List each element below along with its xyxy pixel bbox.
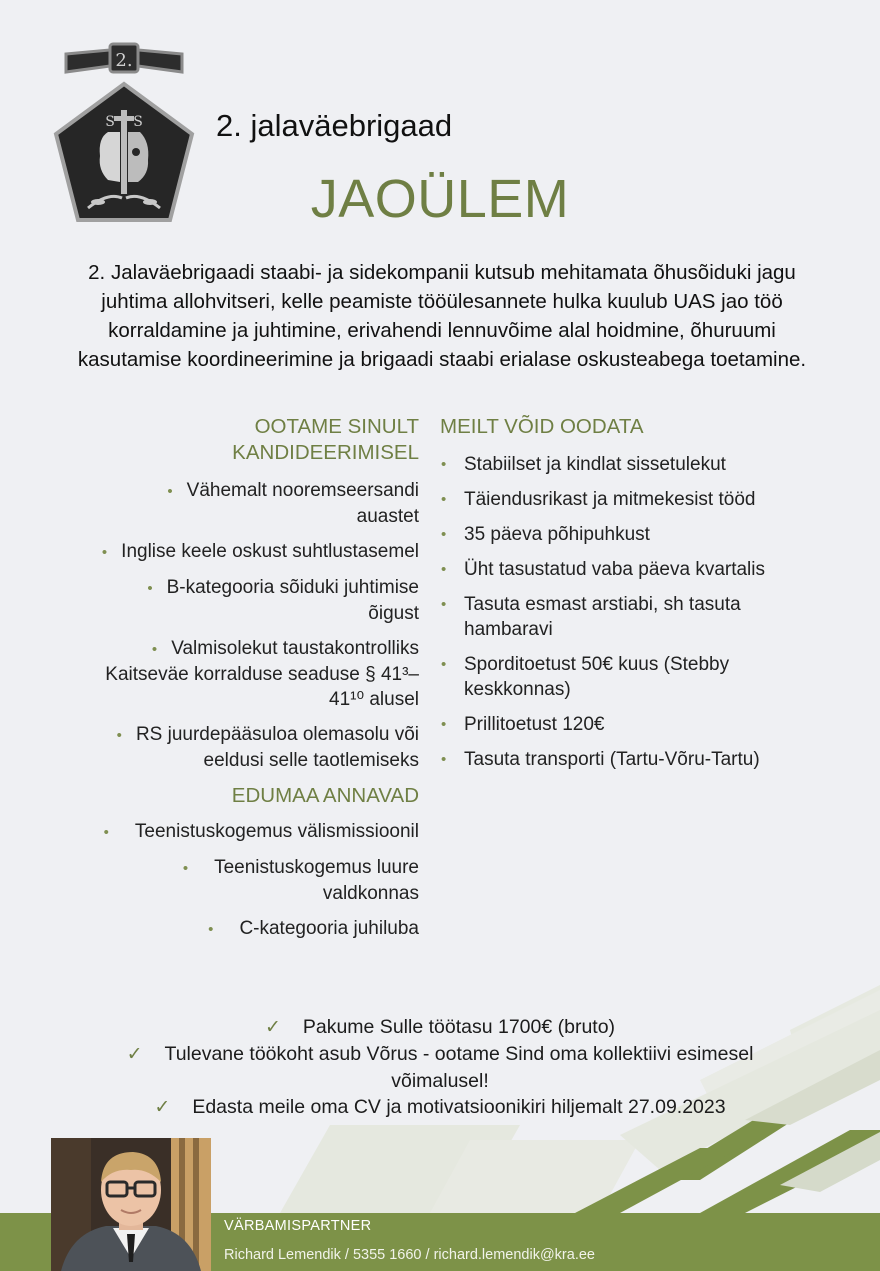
list-item: • Tasuta transporti (Tartu-Võru-Tartu): [441, 749, 760, 770]
emblem-number: 2.: [115, 50, 133, 71]
list-item: • Prillitoetust 120€: [441, 714, 605, 735]
list-item: • Stabiilset ja kindlat sissetulekut: [441, 454, 726, 475]
bullet-icon: •: [151, 641, 158, 658]
bullet-icon: •: [182, 860, 189, 877]
highlight-item: ✓ Edasta meile oma CV ja motivatsioonikiri hiljemalt 27.09.2023: [154, 1096, 726, 1118]
bullet-icon: •: [441, 716, 447, 733]
bullet-icon: •: [441, 491, 447, 508]
bullet-icon: •: [441, 656, 447, 673]
list-item: • RS juurdepääsuloa olemasolu või eeldusi selle taotlemiseks: [116, 724, 419, 771]
list-item: • Teenistuskogemus luure valdkonnas: [182, 857, 419, 904]
bullet-icon: •: [441, 596, 447, 613]
offer-column: [440, 414, 770, 782]
check-icon: ✓: [264, 1017, 281, 1038]
list-item: • Inglise keele oskust suhtlustasemel: [101, 541, 419, 562]
list-item: • C-kategooria juhiluba: [208, 918, 419, 939]
intro-text: 2. Jalaväebrigaadi staabi- ja sidekompanii kutsub mehitamata õhusõiduki jagu juhtima allohvitseri, kelle peamiste tööülesannete hulka kuulub UAS jao töö korraldamine ja juhtimine, erivahendi lennuvõime alal hoidmine, õhuruumi kasutamise koordineerimine ja brigaadi staabi erialase oskusteabega toetamine.: [77, 261, 807, 371]
bullet-icon: •: [441, 751, 447, 768]
svg-text:S: S: [105, 114, 115, 130]
highlight-item: ✓ Pakume Sulle töötasu 1700€ (bruto): [264, 1016, 616, 1038]
bullet-icon: •: [116, 727, 122, 744]
list-item: • B-kategooria sõiduki juhtimise õigust: [147, 577, 419, 624]
list-item: • Sporditoetust 50€ kuus (Stebby keskkonnas): [441, 654, 730, 700]
list-item: • Teenistuskogemus välismissioonil: [103, 821, 419, 842]
job-title: JAOÜLEM: [310, 169, 570, 229]
contact-details: Richard Lemendik / 5355 1660 / richard.lemendik@kra.ee: [224, 1247, 595, 1263]
list-item: • Valmisolekut taustakontrolliks Kaitseväe korralduse seaduse § 41³–41¹⁰ alusel: [105, 638, 419, 710]
list-item: • 35 päeva põhipuhkust: [441, 524, 650, 545]
bullet-icon: •: [101, 544, 108, 561]
requirements-heading: OOTAME SINULT KANDIDEERIMISEL: [232, 415, 419, 464]
bullet-icon: •: [441, 526, 447, 543]
offer-heading: MEILT VÕID OODATA: [440, 415, 644, 438]
bullet-icon: •: [441, 456, 447, 473]
bullet-icon: •: [208, 921, 214, 938]
bullet-icon: •: [167, 483, 173, 500]
bullet-icon: •: [147, 580, 153, 597]
list-item: • Täiendusrikast ja mitmekesist tööd: [441, 489, 756, 510]
check-icon: ✓: [154, 1097, 171, 1118]
advantages-list: [100, 819, 419, 942]
svg-text:S: S: [133, 114, 143, 130]
requirements-column: [100, 414, 419, 952]
contact-label: VÄRBAMISPARTNER: [224, 1218, 372, 1234]
advantages-heading: EDUMAA ANNAVAD: [231, 784, 419, 807]
bullet-icon: •: [103, 824, 109, 841]
list-item: • Üht tasustatud vaba päeva kvartalis: [441, 559, 766, 580]
offer-list: [440, 452, 770, 772]
highlight-item: ✓ Tulevane töökoht asub Võrus - ootame Sind oma kollektiivi esimesel võimalusel!: [126, 1043, 754, 1092]
highlights: [90, 1014, 790, 1121]
recruiter-photo: [51, 1138, 211, 1271]
brigade-name: 2. jalaväebrigaad: [216, 108, 453, 143]
list-item: • Vähemalt nooremseersandi auastet: [167, 480, 419, 527]
check-icon: ✓: [126, 1044, 143, 1065]
requirements-list: [100, 478, 419, 773]
bullet-icon: •: [441, 561, 447, 578]
list-item: • Tasuta esmast arstiabi, sh tasuta hambaravi: [441, 594, 741, 640]
